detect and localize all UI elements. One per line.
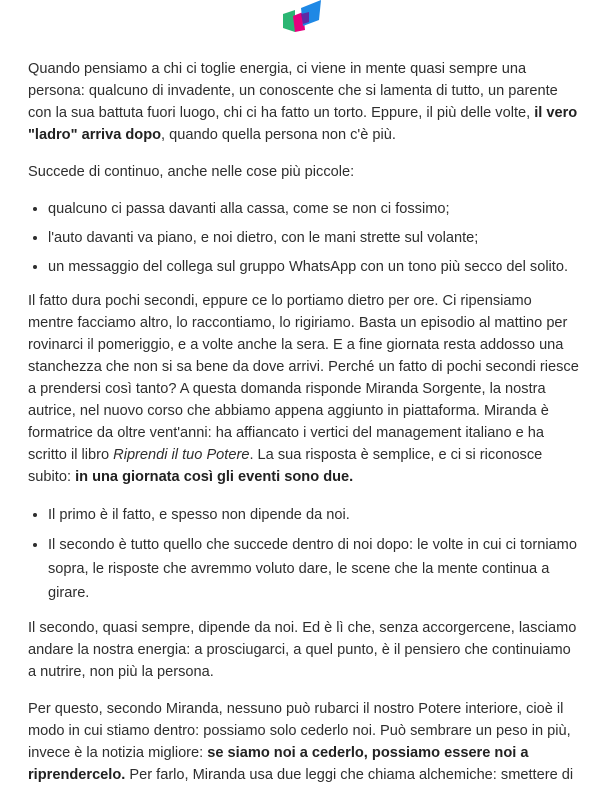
list-item: • qualcuno ci passa davanti alla cassa, come se non ci fossimo; [48, 198, 580, 220]
paragraph-author-text: Il fatto dura pochi secondi, eppure ce lo portiamo dietro per ore. Ci ripensiamo mentre facciamo altro, lo raccontiamo, lo rigiriamo. Basta un episodio al mattino per rovinarci il pomeriggio, e a volte anche la sera. E a fine giornata resta addosso una stanchezza che non si sa bene da dove arrivi. Perché un fatto di pochi secondi riesce a prendersi così tanto? A questa domanda risponde Miranda Sorgente, la nostra autrice, nel nuovo corso che abbiamo appena aggiunto in piattaforma. Miranda è formatrice da oltre vent'anni: ha affiancato i vertici del management italiano e ha scritto il libro [28, 293, 579, 463]
paragraph-power-text: Per questo, secondo Miranda, nessuno può rubarci il nostro Potere interiore, cioè il modo in cui stiamo dentro: possiamo solo cederlo noi. Può sembrare un peso in più, invece è la notizia migliore: [28, 701, 571, 761]
list-item: • Il secondo è tutto quello che succede dentro di noi dopo: le volte in cui ci torniamo sopra, le risposte che avremmo voluto dare, le scene che la mente continua a girare. [48, 533, 580, 605]
paragraph-intro-text-end: , quando quella persona non c'è più. [161, 127, 396, 143]
paragraph-power [28, 698, 580, 786]
events-list [28, 503, 580, 605]
paragraph-second-event: Il secondo, quasi sempre, dipende da noi. Ed è lì che, senza accorgercene, lasciamo andare la nostra energia: a prosciugarci, a quel punto, è il pensiero che continuiamo a nutrire, non più la persona. [28, 620, 577, 680]
paragraph-author-bold: in una giornata così gli eventi sono due. [75, 469, 354, 485]
list-item: • l'auto davanti va piano, e noi dietro, con le mani strette sul volante; [48, 227, 580, 249]
paragraph-power-text-end: Per farlo, Miranda usa due leggi che chiama alchemiche: smettere di [125, 767, 574, 783]
paragraph-power-bold: se siamo noi a cederlo, possiamo essere noi a riprendercelo. [28, 745, 529, 783]
book-title: Riprendi il tuo Potere [113, 447, 250, 463]
brand-logo-svg [279, 0, 323, 34]
brand-logo-icon [279, 0, 323, 34]
paragraph-author [28, 290, 580, 488]
list-item: • Il primo è il fatto, e spesso non dipende da noi. [48, 503, 580, 527]
examples-list [28, 198, 580, 278]
paragraph-author-text-mid: . La sua risposta è semplice, e ci si riconosce subito: [28, 447, 543, 485]
email-body [28, 58, 580, 800]
paragraph-examples-lead: Succede di continuo, anche nelle cose più piccole: [28, 164, 355, 180]
logo-green-shape [283, 10, 295, 32]
list-item: • un messaggio del collega sul gruppo WhatsApp con un tono più secco del solito. [48, 256, 580, 278]
paragraph-intro-bold: il vero "ladro" arriva dopo [28, 105, 578, 143]
paragraph-intro [28, 58, 580, 146]
paragraph-intro-text: Quando pensiamo a chi ci toglie energia, ci viene in mente quasi sempre una persona: qualcuno di invadente, un conoscente che si lamenta di tutto, un parente con la sua battuta fuori luogo, chi ci ha fatto un torto. Eppure, il più delle volte, [28, 61, 558, 121]
